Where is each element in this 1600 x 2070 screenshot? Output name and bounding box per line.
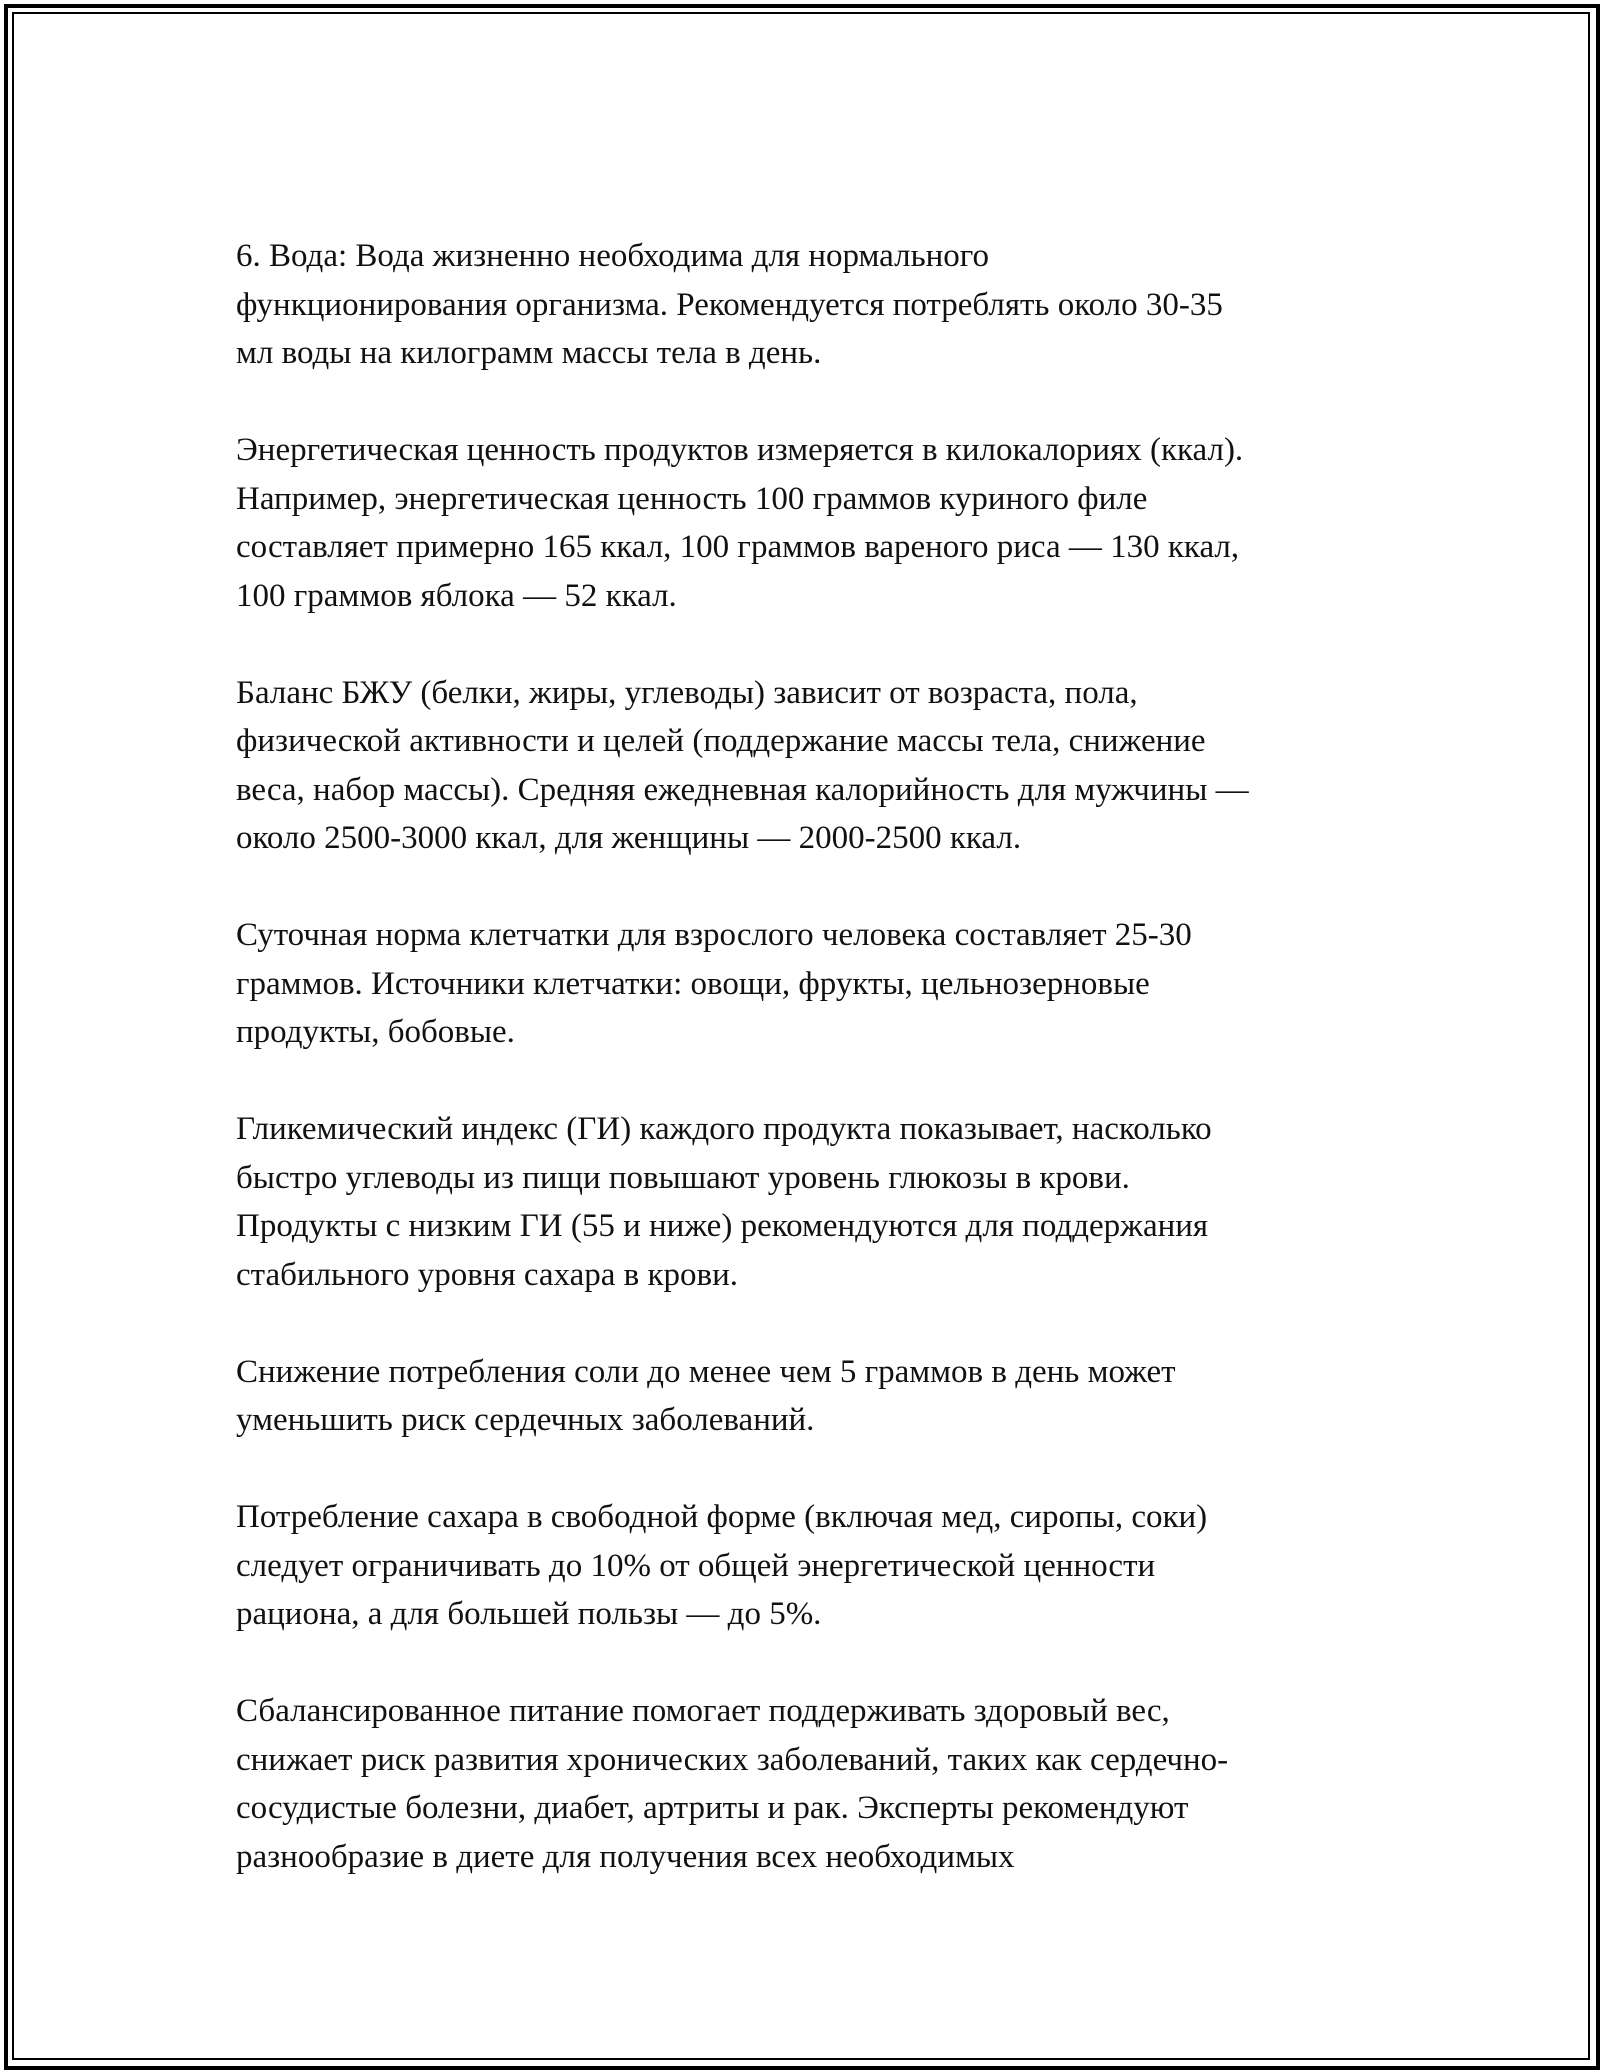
paragraph-salt xyxy=(236,1348,1416,1445)
text-line: Гликемический индекс (ГИ) каждого продукта показывает, насколько xyxy=(236,1111,1212,1147)
text-line: граммов. Источники клетчатки: овощи, фрукты, цельнозерновые xyxy=(236,965,1150,1002)
text-line: рациона, а для большей пользы — до 5%. xyxy=(236,1596,822,1632)
text-line: следует ограничивать до 10% от общей энергетической ценности xyxy=(236,1547,1156,1584)
text-line: функционирования организма. Рекомендуется потреблять около 30-35 xyxy=(236,286,1223,323)
text-line: разнообразие в диете для получения всех необходимых xyxy=(236,1838,1015,1875)
text-line: Суточная норма клетчатки для взрослого человека составляет 25-30 xyxy=(236,917,1192,953)
paragraph-balanced-diet xyxy=(236,1687,1416,1881)
text-line: Продукты с низким ГИ (55 и ниже) рекомендуются для поддержания xyxy=(236,1208,1209,1244)
text-line: 100 граммов яблока — 52 ккал. xyxy=(236,577,677,614)
text-line: мл воды на килограмм массы тела в день. xyxy=(236,335,822,371)
text-line: Баланс БЖУ (белки, жиры, углеводы) зависит от возраста, пола, xyxy=(236,674,1138,711)
text-line: около 2500-3000 ккал, для женщины — 2000-2500 ккал. xyxy=(236,820,1022,856)
text-line: быстро углеводы из пищи повышают уровень глюкозы в крови. xyxy=(236,1159,1130,1196)
text-line: Потребление сахара в свободной форме (включая мед, сиропы, соки) xyxy=(236,1499,1208,1535)
text-line: Снижение потребления соли до менее чем 5 граммов в день может xyxy=(236,1353,1176,1390)
text-line: Например, энергетическая ценность 100 граммов куриного филе xyxy=(236,480,1148,517)
text-line: снижает риск развития хронических заболеваний, таких как сердечно- xyxy=(236,1741,1229,1778)
paragraph-energy-value xyxy=(236,426,1416,620)
text-line: физической активности и целей (поддержание массы тела, снижение xyxy=(236,723,1206,759)
paragraph-water xyxy=(236,232,1416,378)
text-line: Сбалансированное питание помогает поддерживать здоровый вес, xyxy=(236,1693,1170,1729)
paragraph-sugar xyxy=(236,1493,1416,1639)
text-line: уменьшить риск сердечных заболеваний. xyxy=(236,1402,815,1438)
text-line: Энергетическая ценность продуктов измеряется в килокалориях (ккал). xyxy=(236,432,1244,468)
text-line: сосудистые болезни, диабет, артриты и рак. Эксперты рекомендуют xyxy=(236,1790,1189,1826)
text-line: стабильного уровня сахара в крови. xyxy=(236,1256,739,1293)
paragraph-fiber xyxy=(236,911,1416,1057)
text-line: 6. Вода: Вода жизненно необходима для нормального xyxy=(236,238,990,274)
paragraph-macronutrient-balance xyxy=(236,669,1416,863)
text-line: продукты, бобовые. xyxy=(236,1014,515,1050)
paragraph-glycemic-index xyxy=(236,1105,1416,1299)
text-line: составляет примерно 165 ккал, 100 граммов вареного риса — 130 ккал, xyxy=(236,529,1240,565)
text-line: веса, набор массы). Средняя ежедневная калорийность для мужчины — xyxy=(236,771,1249,808)
document-body xyxy=(236,232,1416,1930)
